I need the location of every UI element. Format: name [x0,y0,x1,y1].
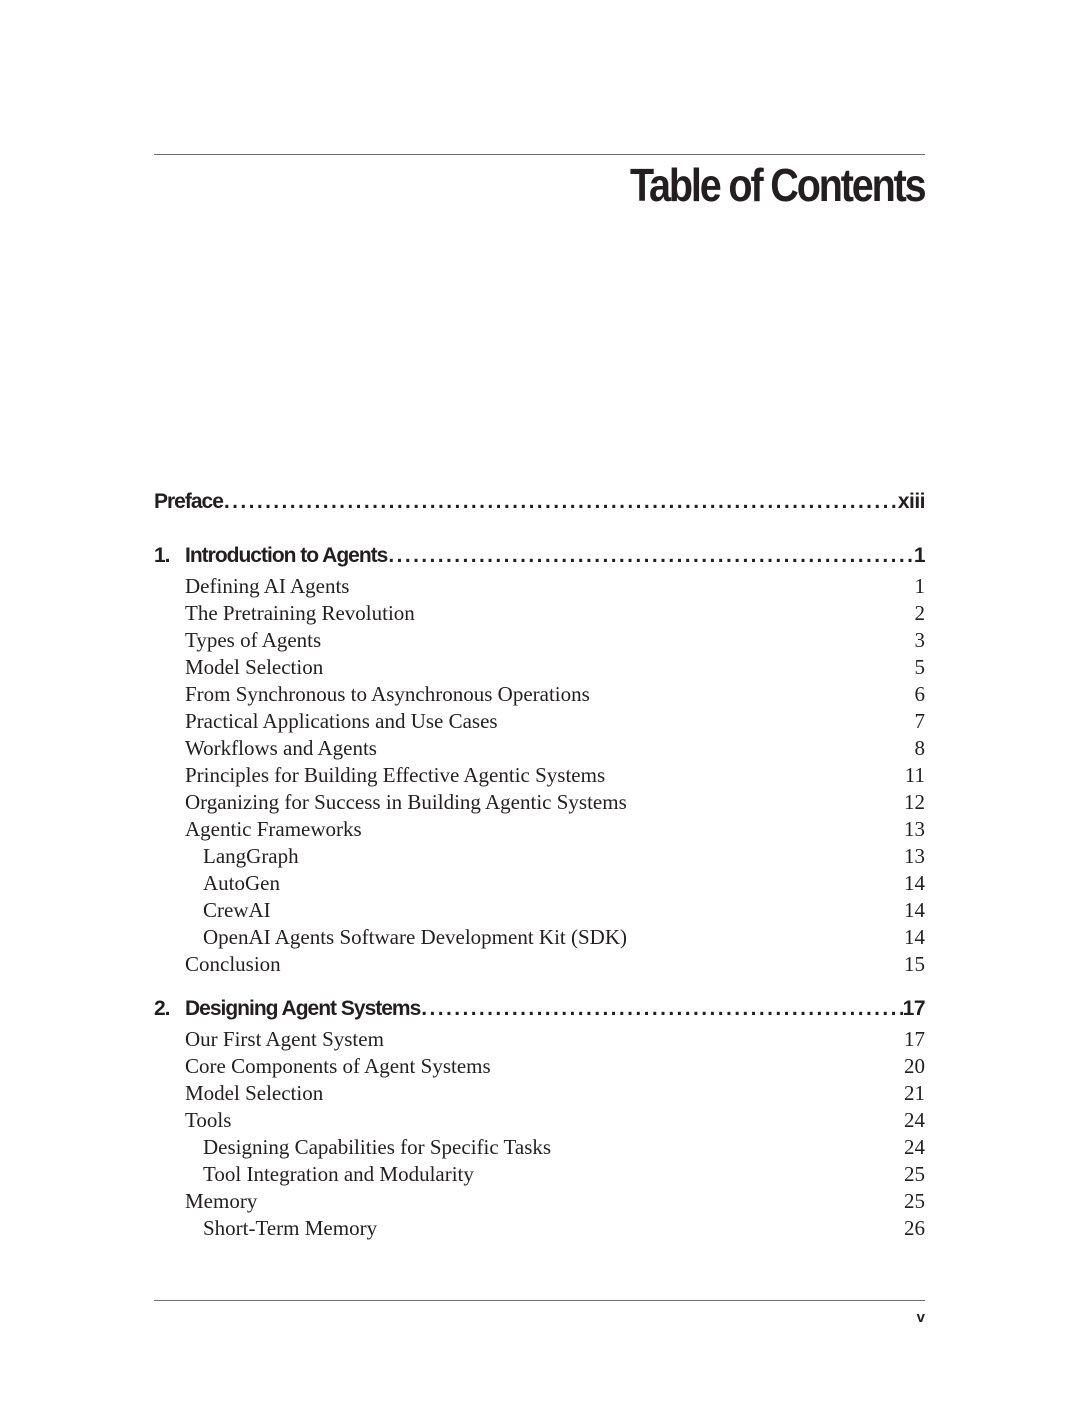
entry-page: 17 [904,1027,925,1051]
bottom-rule [154,1300,925,1301]
entry-label: Workflows and Agents [185,736,377,760]
entry-label: Model Selection [185,655,324,679]
entry-label: CrewAI [203,898,271,922]
dot-leader [223,490,898,514]
toc-subsection-entry[interactable] [154,924,925,951]
entry-page: 2 [914,601,925,625]
entry-label: Designing Capabilities for Specific Tasks [203,1135,552,1159]
toc-section-entry[interactable] [154,1080,925,1107]
toc-section-entry[interactable] [154,816,925,843]
entry-page: 26 [904,1216,925,1240]
entry-label: Our First Agent System [185,1027,384,1051]
entry-label: Organizing for Success in Building Agentic Systems [185,790,627,814]
toc-section-entry[interactable] [154,951,925,978]
toc-section-entry[interactable] [154,1188,925,1215]
toc-section-entry[interactable] [154,600,925,627]
toc-section-entry[interactable] [154,573,925,600]
entry-page: 21 [904,1081,925,1105]
toc-section-entry[interactable] [154,654,925,681]
top-rule [154,154,925,155]
chapter-number: 1. [154,544,170,567]
entry-label: From Synchronous to Asynchronous Operations [185,682,590,706]
entry-page: 3 [914,628,925,652]
dot-leader [420,997,902,1021]
entry-page: 8 [914,736,925,760]
entry-page: 24 [904,1108,925,1132]
entry-page: 5 [914,655,925,679]
toc-subsection-entry[interactable] [154,897,925,924]
toc-subsection-entry[interactable] [154,870,925,897]
toc-section-entry[interactable] [154,762,925,789]
chapter-block [154,997,925,1242]
toc-section-entry[interactable] [154,681,925,708]
entry-label: Short-Term Memory [203,1216,378,1240]
toc-section-entry[interactable] [154,1107,925,1134]
entry-page: 7 [914,709,925,733]
toc-section-entry[interactable] [154,789,925,816]
entry-page: 14 [904,898,925,922]
entry-page: 1 [914,574,925,598]
page-number: v [916,1309,925,1326]
entry-page: 12 [904,790,925,814]
entry-label: Tool Integration and Modularity [203,1162,474,1186]
toc-subsection-entry[interactable] [154,843,925,870]
entry-label: Practical Applications and Use Cases [185,709,498,733]
toc-section-entry[interactable] [154,708,925,735]
chapter-title: Designing Agent Systems [185,997,421,1020]
entry-page: 11 [904,763,925,787]
entry-page: 25 [904,1162,925,1186]
chapter-block [154,544,925,978]
toc-subsection-entry[interactable] [154,1215,925,1242]
chapter-number: 2. [154,997,170,1020]
chapter-page: 17 [902,997,925,1020]
toc-subsection-entry[interactable] [154,1161,925,1188]
chapter-title: Introduction to Agents [185,544,388,567]
entry-label: LangGraph [203,844,299,868]
entry-label: OpenAI Agents Software Development Kit (SDK) [203,925,627,949]
preface-page: xiii [897,490,925,513]
toc-subsection-entry[interactable] [154,1134,925,1161]
toc-section-entry[interactable] [154,735,925,762]
entry-page: 13 [904,844,925,868]
entry-label: The Pretraining Revolution [185,601,415,625]
entry-label: Defining AI Agents [185,574,350,598]
entry-page: 13 [904,817,925,841]
toc-section-entry[interactable] [154,627,925,654]
toc-section-entry[interactable] [154,1053,925,1080]
table-of-contents [154,490,925,1261]
entry-page: 15 [904,952,925,976]
chapter-page: 1 [913,544,925,567]
page-title: Table of Contents [630,159,925,211]
entry-label: Tools [185,1108,232,1132]
entry-page: 25 [904,1189,925,1213]
entry-label: Agentic Frameworks [185,817,362,841]
entry-label: AutoGen [203,871,280,895]
entry-page: 24 [904,1135,925,1159]
entry-label: Core Components of Agent Systems [185,1054,491,1078]
entry-page: 14 [904,871,925,895]
entry-page: 20 [904,1054,925,1078]
entry-label: Model Selection [185,1081,324,1105]
entry-page: 6 [914,682,925,706]
entry-label: Memory [185,1189,258,1213]
chapter-list [154,544,925,1242]
entry-page: 14 [904,925,925,949]
dot-leader [387,544,913,568]
entry-label: Types of Agents [185,628,322,652]
toc-preface-entry[interactable] [154,490,925,524]
entry-label: Principles for Building Effective Agentic Systems [185,763,606,787]
toc-section-entry[interactable] [154,1026,925,1053]
preface-label: Preface [154,490,223,513]
entry-label: Conclusion [185,952,281,976]
